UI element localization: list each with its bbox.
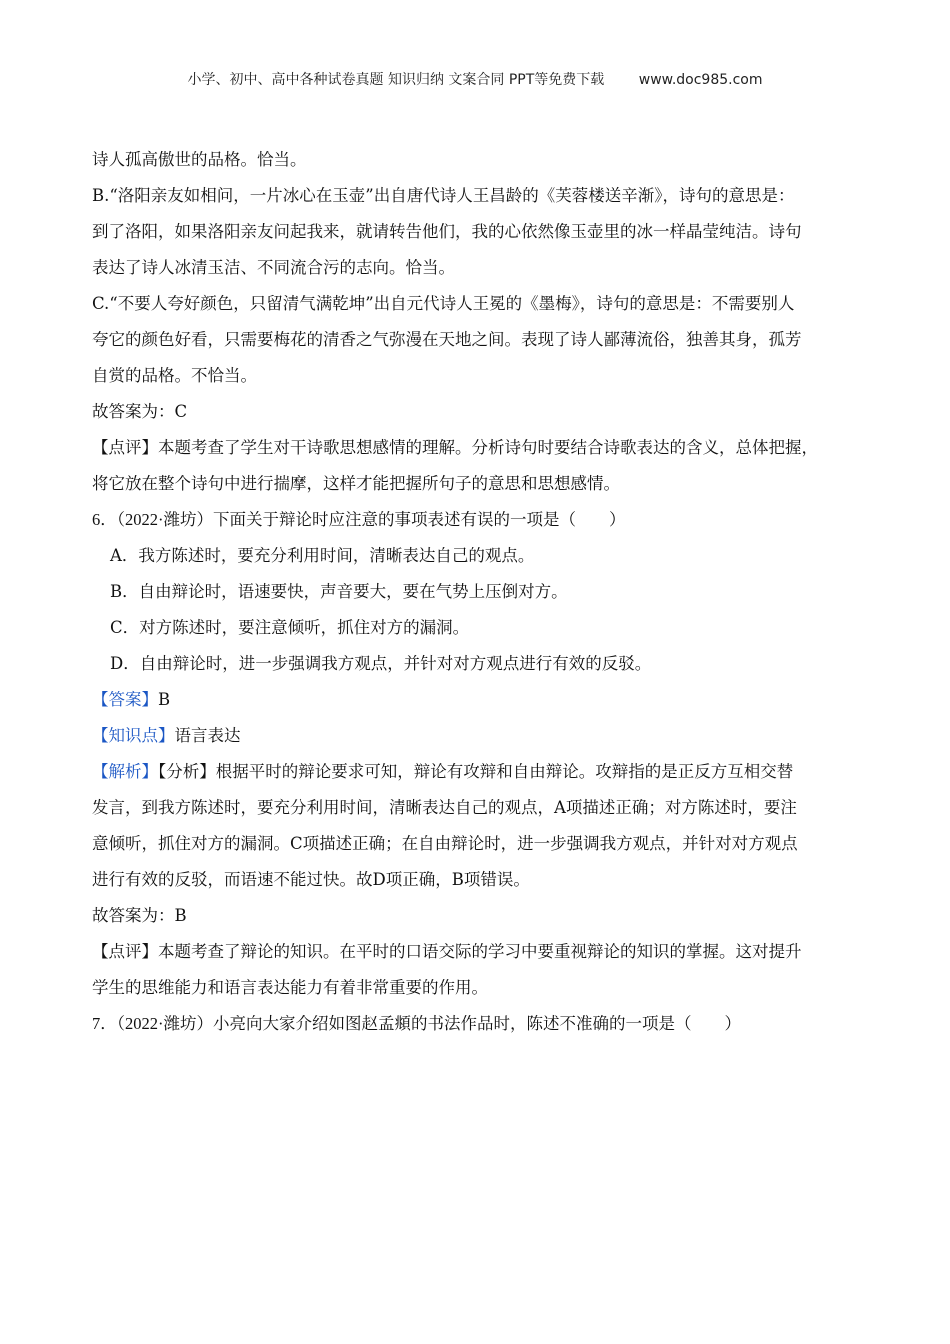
answer-tag: 【答案】 <box>92 690 158 709</box>
option-c-explanation: C.“不要人夸好颜色，只留清气满乾坤”出自元代诗人王冕的《墨梅》，诗句的意思是：不需要别人 <box>92 294 795 313</box>
final-answer-q5: 故答案为：C <box>92 402 188 421</box>
q6-knowledge-point <box>92 718 860 754</box>
line: 意倾听，抓住对方的漏洞。C项描述正确；在自由辩论时，进一步强调我方观点，并针对对方观点 <box>92 834 798 853</box>
q6-answer <box>92 682 860 718</box>
comment-text: 本题考查了辩论的知识。在平时的口语交际的学习中要重视辩论的知识的掌握。这对提升 <box>158 942 802 961</box>
line: 夸它的颜色好看，只需要梅花的清香之气弥漫在天地之间。表现了诗人鄙薄流俗，独善其身，孤芳 <box>92 330 802 349</box>
knowledge-tag: 【知识点】 <box>92 726 175 745</box>
line: 学生的思维能力和语言表达能力有着非常重要的作用。 <box>92 978 488 997</box>
comment-tag: 【点评】 <box>92 942 158 961</box>
comment-text: 本题考查了学生对干诗歌思想感情的理解。分析诗句时要结合诗歌表达的含义，总体把握， <box>158 438 818 457</box>
line: 进行有效的反驳，而语速不能过快。故D项正确，B项错误。 <box>92 870 530 889</box>
header-text: 小学、初中、高中各种试卷真题 知识归纳 文案合同 PPT等免费下载 <box>187 72 605 88</box>
question-6-stem: 6．（2022·潍坊）下面关于辩论时应注意的事项表述有误的一项是（ ） <box>92 510 626 529</box>
analysis-tag: 【解析】 <box>92 762 158 781</box>
final-answer-q6: 故答案为：B <box>92 906 187 925</box>
q6-option-c: C．对方陈述时，要注意倾听，抓住对方的漏洞。 <box>110 618 470 637</box>
line: 诗人孤高傲世的品格。恰当。 <box>92 150 307 169</box>
knowledge-value: 语言表达 <box>174 726 241 745</box>
q6-option-a: A．我方陈述时，要充分利用时间，清晰表达自己的观点。 <box>110 546 535 565</box>
line: 将它放在整个诗句中进行揣摩，这样才能把握所句子的意思和思想感情。 <box>92 474 620 493</box>
document-body <box>92 142 860 1042</box>
q6-analysis <box>92 754 860 790</box>
line: 发言，到我方陈述时，要充分利用时间，清晰表达自己的观点，A项描述正确；对方陈述时，要注 <box>92 798 797 817</box>
page-header <box>0 69 950 89</box>
line: 表达了诗人冰清玉洁、不同流合污的志向。恰当。 <box>92 258 455 277</box>
comment-q6 <box>92 934 860 970</box>
line: 到了洛阳，如果洛阳亲友问起我来，就请转告他们，我的心依然像玉壶里的冰一样晶莹纯洁。诗句 <box>92 222 802 241</box>
comment-q5 <box>92 430 860 466</box>
answer-value: B <box>158 690 171 709</box>
comment-tag: 【点评】 <box>92 438 158 457</box>
header-site: www.doc985.com <box>638 72 763 88</box>
analysis-text: 【分析】根据平时的辩论要求可知，辩论有攻辩和自由辩论。攻辩指的是正反方互相交替 <box>158 762 794 781</box>
q6-option-d: D．自由辩论时，进一步强调我方观点，并针对对方观点进行有效的反驳。 <box>110 654 652 673</box>
option-b-explanation: B.“洛阳亲友如相问，一片冰心在玉壶”出自唐代诗人王昌龄的《芙蓉楼送辛渐》，诗句的意思是： <box>92 186 795 205</box>
line: 自赏的品格。不恰当。 <box>92 366 257 385</box>
question-7-stem: 7．（2022·潍坊）小亮向大家介绍如图赵孟頫的书法作品时，陈述不准确的一项是（ ） <box>92 1014 741 1033</box>
q6-option-b: B．自由辩论时，语速要快，声音要大，要在气势上压倒对方。 <box>110 582 568 601</box>
